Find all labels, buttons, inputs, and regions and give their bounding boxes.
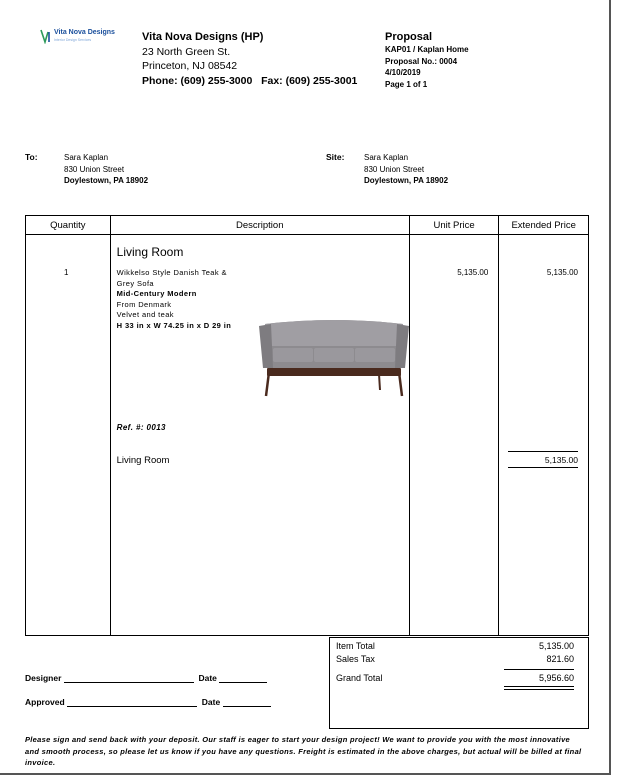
subtotal-rule [508, 451, 578, 452]
grand-total: 5,956.60 [538, 673, 574, 683]
desc-line: Wikkelso Style Danish Teak & [116, 268, 227, 277]
proposal-date: 4/10/2019 [385, 68, 421, 77]
grand-total-rule [504, 689, 574, 690]
item-reference: Ref. #: 0013 [116, 423, 166, 432]
site-label: Site: [326, 152, 345, 162]
room-subtotal: 5,135.00 [544, 455, 578, 465]
to-address [64, 152, 148, 187]
approved-signature [25, 697, 271, 707]
header-description: Description [110, 216, 409, 235]
designer-date-label: Date [198, 673, 217, 683]
designer-label: Designer [25, 673, 62, 683]
company-city: Princeton, NJ 08542 [142, 60, 238, 72]
site-street: 830 Union Street [364, 164, 425, 174]
proposal-number: Proposal No.: 0004 [385, 56, 458, 66]
site-city: Doylestown, PA 18902 [364, 176, 449, 185]
item-extended-price: 5,135.00 [546, 268, 578, 277]
designer-signature [25, 673, 267, 683]
sofa-image [259, 310, 409, 400]
footer-note: Please sign and send back with your deposit. Our staff is eager to start your design project! We want to provide you with the most innovative and smooth process, so please let us know if you have any questions. Freight is estimated in the above charges, but actual will be billed at final invoice. [25, 735, 582, 767]
proposal-title: Proposal [385, 31, 433, 43]
approved-label: Approved [25, 697, 65, 707]
company-fax: Fax: (609) 255-3001 [261, 74, 358, 87]
item-quantity: 1 [64, 268, 69, 277]
table-row [26, 235, 589, 636]
header-extended-price: Extended Price [499, 216, 589, 235]
proposal-info [385, 30, 469, 90]
header-quantity: Quantity [26, 216, 111, 235]
to-street: 830 Union Street [64, 164, 125, 174]
room-heading: Living Room [116, 245, 184, 259]
item-total: 5,135.00 [538, 641, 574, 651]
to-name: Sara Kaplan [64, 153, 109, 162]
company-logo [40, 28, 120, 52]
to-city: Doylestown, PA 18902 [64, 176, 149, 185]
subtotal-rule [508, 467, 578, 468]
designer-signature-line[interactable] [64, 673, 194, 683]
totals-box [329, 637, 589, 729]
approved-date-line[interactable] [223, 697, 271, 707]
logo-subtitle: Interior Design Services [54, 38, 92, 42]
desc-dimensions: H 33 in x W 74.25 in x D 29 in [116, 320, 232, 330]
item-description [117, 268, 232, 331]
grand-total-rule [504, 686, 574, 687]
header-unit-price: Unit Price [409, 216, 499, 235]
approved-signature-line[interactable] [67, 697, 197, 707]
proposal-project: KAP01 / Kaplan Home [385, 45, 469, 54]
company-street: 23 North Green St. [142, 45, 231, 58]
site-name: Sara Kaplan [364, 153, 409, 162]
unit-price-cell [409, 235, 499, 636]
company-info [142, 30, 357, 88]
proposal-page-number: Page 1 of 1 [385, 79, 428, 89]
desc-line: Grey Sofa [116, 278, 155, 288]
to-label: To: [25, 152, 38, 162]
company-name: Vita Nova Designs (HP) [142, 31, 264, 43]
designer-date-line[interactable] [219, 673, 267, 683]
sales-tax-label: Sales Tax [336, 654, 375, 664]
logo-text: Vita Nova Designs [54, 29, 115, 36]
table-header-row [26, 216, 589, 235]
site-address [364, 152, 448, 187]
room-subtotal-label: Living Room [116, 455, 170, 466]
grand-total-label: Grand Total [336, 673, 383, 683]
items-table [25, 215, 589, 636]
logo-icon [40, 28, 54, 44]
company-phone: Phone: (609) 255-3000 [142, 74, 253, 87]
total-rule [504, 669, 574, 670]
desc-line: Velvet and teak [116, 310, 174, 319]
quantity-cell [26, 235, 111, 636]
approved-date-label: Date [201, 697, 221, 707]
description-cell [110, 235, 409, 636]
extended-price-cell [499, 235, 589, 636]
desc-style: Mid-Century Modern [116, 289, 197, 298]
sales-tax: 821.60 [546, 654, 574, 664]
item-total-label: Item Total [336, 641, 375, 651]
desc-line: From Denmark [116, 299, 172, 309]
item-unit-price: 5,135.00 [457, 268, 489, 277]
